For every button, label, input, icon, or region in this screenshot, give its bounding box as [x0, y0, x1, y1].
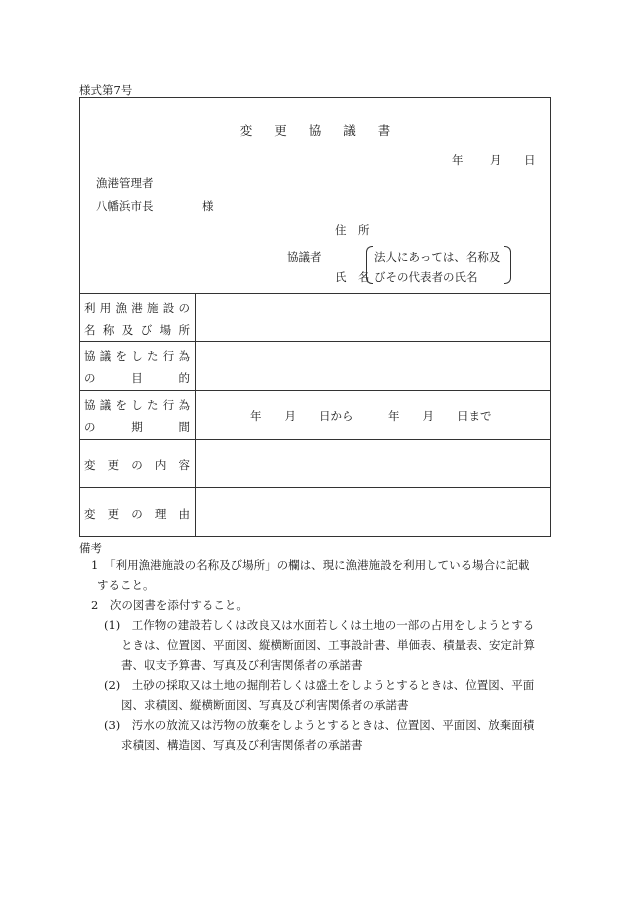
- row-label-period-2: の期間: [84, 420, 190, 434]
- note-line: (3) 汚水の放流又は汚物の放棄をしようとするときは、位置図、平面図、放棄面積: [104, 718, 535, 732]
- date-day-label: 日: [524, 153, 536, 167]
- recipient-line1: 漁港管理者: [96, 176, 154, 190]
- divider: [79, 341, 551, 342]
- column-divider: [195, 293, 196, 537]
- note-line: 1 「利用漁港施設の名称及び場所」の欄は、現に漁港施設を利用している場合に記載: [91, 558, 530, 572]
- note-line: 書、収支予算書、写真及び利害関係者の承諾書: [121, 658, 363, 672]
- period-value: 年 月 日から 年 月 日まで: [250, 409, 492, 423]
- bracket-line2: びその代表者の氏名: [374, 270, 478, 284]
- date-month-label: 月: [490, 153, 502, 167]
- row-label-purpose-2: の目的: [84, 371, 190, 385]
- divider: [79, 390, 551, 391]
- bracket-line1: 法人にあっては、名称及: [374, 250, 501, 264]
- note-line: (2) 土砂の採取又は土地の掘削若しくは盛土をしようとするときは、位置図、平面: [104, 678, 535, 692]
- address-label: 住 所: [335, 223, 370, 237]
- divider: [79, 487, 551, 488]
- note-line: 図、求積図、縦横断面図、写真及び利害関係者の承諾書: [121, 698, 409, 712]
- note-line: ときは、位置図、平面図、縦横断面図、工事設計書、単価表、積量表、安定計算: [121, 638, 535, 652]
- divider: [79, 439, 551, 440]
- document-title: 変更協議書: [239, 123, 413, 138]
- note-line: 2 次の図書を添付すること。: [91, 598, 248, 612]
- row-label-facility-2: 名称及び場所: [84, 323, 190, 337]
- divider: [79, 293, 551, 294]
- note-line: (1) 工作物の建設若しくは改良又は水面若しくは土地の一部の占用をしようとする: [104, 618, 535, 632]
- row-label-change-reason: 変更の理由: [84, 507, 190, 521]
- row-label-purpose-1: 協議をした行為: [84, 349, 190, 363]
- row-label-facility-1: 利用漁港施設の: [84, 301, 190, 315]
- form-number: 様式第7号: [79, 83, 133, 97]
- date-year-label: 年: [452, 153, 464, 167]
- row-label-period-1: 協議をした行為: [84, 398, 190, 412]
- notes-heading: 備考: [79, 541, 102, 555]
- applicant-role-label: 協議者: [287, 250, 322, 264]
- recipient-line2: 八幡浜市長: [96, 199, 154, 213]
- note-line: 求積図、構造図、写真及び利害関係者の承諾書: [121, 738, 363, 752]
- row-label-change-content: 変更の内容: [84, 458, 190, 472]
- name-label: 氏 名: [335, 270, 370, 284]
- recipient-honorific: 様: [202, 199, 214, 213]
- note-line: すること。: [97, 578, 155, 592]
